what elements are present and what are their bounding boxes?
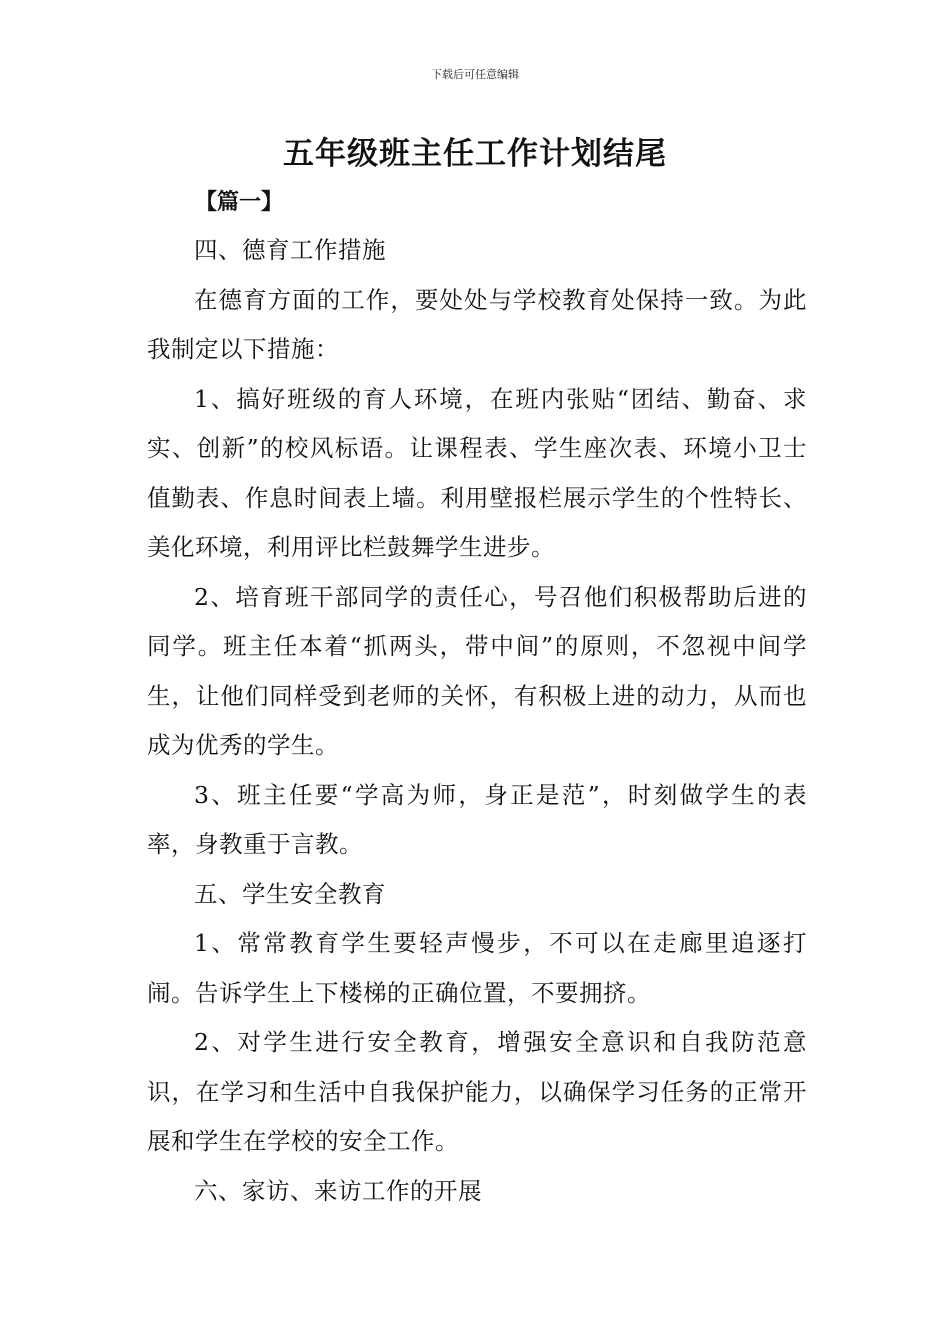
paragraph-moral-intro: 在德育方面的工作，要处处与学校教育处保持一致。为此我制定以下措施： [147, 285, 807, 363]
page-header-note: 下载后可任意编辑 [431, 68, 519, 81]
section-tag: 【篇一】 [195, 190, 284, 215]
paragraph-moral-item-3: 3、班主任要“学高为师，身正是范”，时刻做学生的表率，身教重于言教。 [147, 780, 807, 858]
paragraph-safety-item-1: 1、常常教育学生要轻声慢步，不可以在走廊里追逐打闹。告诉学生上下楼梯的正确位置，不要拥挤。 [147, 929, 807, 1007]
document-body [147, 226, 807, 1216]
paragraph-moral-item-2: 2、培育班干部同学的责任心，号召他们积极帮助后进的同学。班主任本着“抓两头，带中间”的原则，不忽视中间学生，让他们同样受到老师的关怀，有积极上进的动力，从而也成为优秀的学生。 [147, 582, 807, 759]
heading-home-visits: 六、家访、来访工作的开展 [194, 1176, 482, 1205]
document-title: 五年级班主任工作计划结尾 [283, 136, 667, 172]
paragraph-moral-item-1: 1、搞好班级的育人环境，在班内张贴“团结、勤奋、求实、创新”的校风标语。让课程表、学生座次表、环境小卫士值勤表、作息时间表上墙。利用壁报栏展示学生的个性特长、美化环境，利用评比栏鼓舞学生进步。 [147, 384, 807, 561]
heading-moral-education: 四、德育工作措施 [194, 236, 386, 264]
paragraph-safety-item-2: 2、对学生进行安全教育，增强安全意识和自我防范意识，在学习和生活中自我保护能力，以确保学习任务的正常开展和学生在学校的安全工作。 [147, 1028, 807, 1155]
heading-safety-education: 五、学生安全教育 [194, 879, 386, 908]
